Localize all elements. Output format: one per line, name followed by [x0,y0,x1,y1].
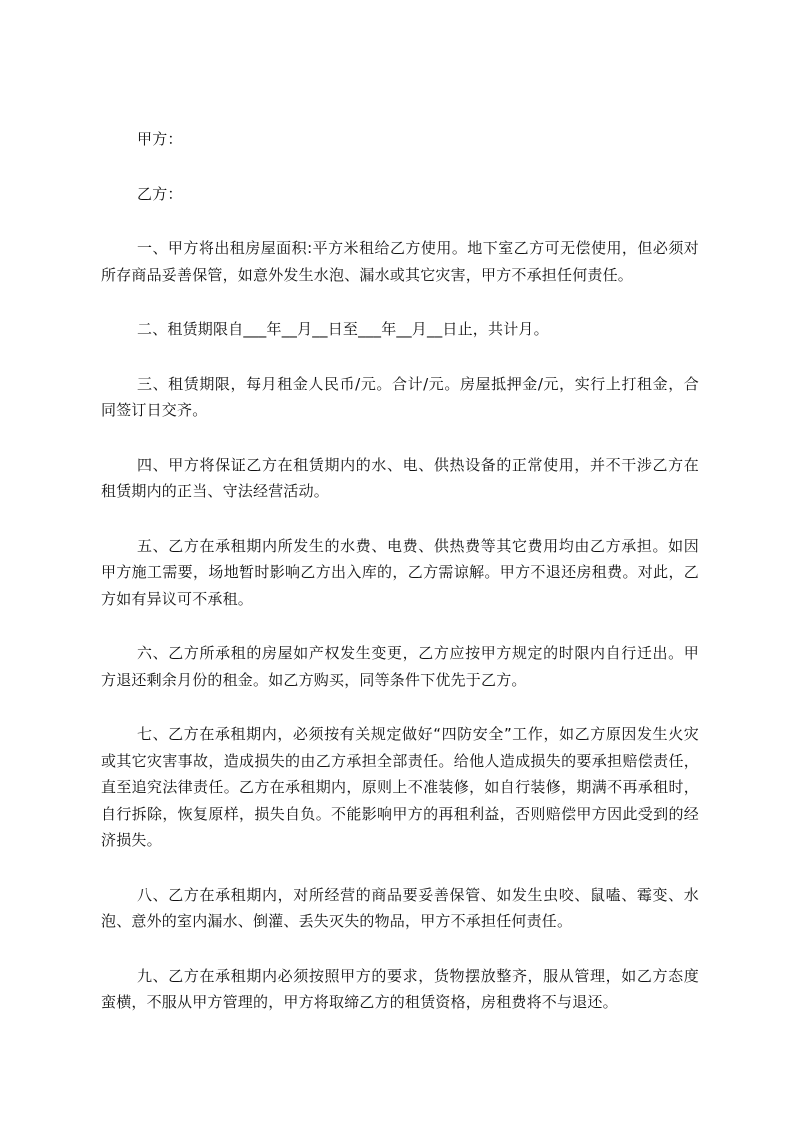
document-body [101,126,699,1016]
clause-2: 二、租赁期限自___年__月__日至___年__月__日止，共计月。 [137,320,549,338]
clause-7: 七、乙方在承租期内，必须按有关规定做好“四防安全”工作，如乙方原因发生火灾或其它灾害事故，造成损失的由乙方承担全部责任。给他人造成损失的要承担赔偿责任，直至追究法律责任。乙方在承租期内，原则上不准装修，如自行装修，期满不再承租时，自行拆除，恢复原样，损失自负。不能影响甲方的再租利益，否则赔偿甲方因此受到的经济损失。 [101,725,699,849]
party-a-line: 甲方： [137,130,183,148]
clause-4: 四、甲方将保证乙方在租赁期内的水、电、供热设备的正常使用，并不干涉乙方在租赁期内的正当、守法经营活动。 [101,455,699,500]
clause-3: 三、租赁期限，每月租金人民币/元。合计/元。房屋抵押金/元，实行上打租金，合同签订日交齐。 [101,374,699,419]
party-b-line: 乙方： [137,184,183,203]
clause-5: 五、乙方在承租期内所发生的水费、电费、供热费等其它费用均由乙方承担。如因甲方施工需要，场地暂时影响乙方出入库的，乙方需谅解。甲方不退还房租费。对此，乙方如有异议可不承租。 [101,536,699,608]
clause-8: 八、乙方在承租期内，对所经营的商品要妥善保管、如发生虫咬、鼠嗑、霉变、水泡、意外的室内漏水、倒灌、丢失灭失的物品，甲方不承担任何责任。 [101,885,699,930]
clause-6: 六、乙方所承租的房屋如产权发生变更，乙方应按甲方规定的时限内自行迁出。甲方退还剩余月份的租金。如乙方购买，同等条件下优先于乙方。 [101,644,699,689]
clause-9: 九、乙方在承租期内必须按照甲方的要求，货物摆放整齐，服从管理，如乙方态度蛮横，不服从甲方管理的，甲方将取缔乙方的租赁资格，房租费将不与退还。 [101,966,699,1011]
clause-1: 一、甲方将出租房屋面积:平方米租给乙方使用。地下室乙方可无偿使用，但必须对所存商品妥善保管，如意外发生水泡、漏水或其它灾害，甲方不承担任何责任。 [101,239,699,284]
